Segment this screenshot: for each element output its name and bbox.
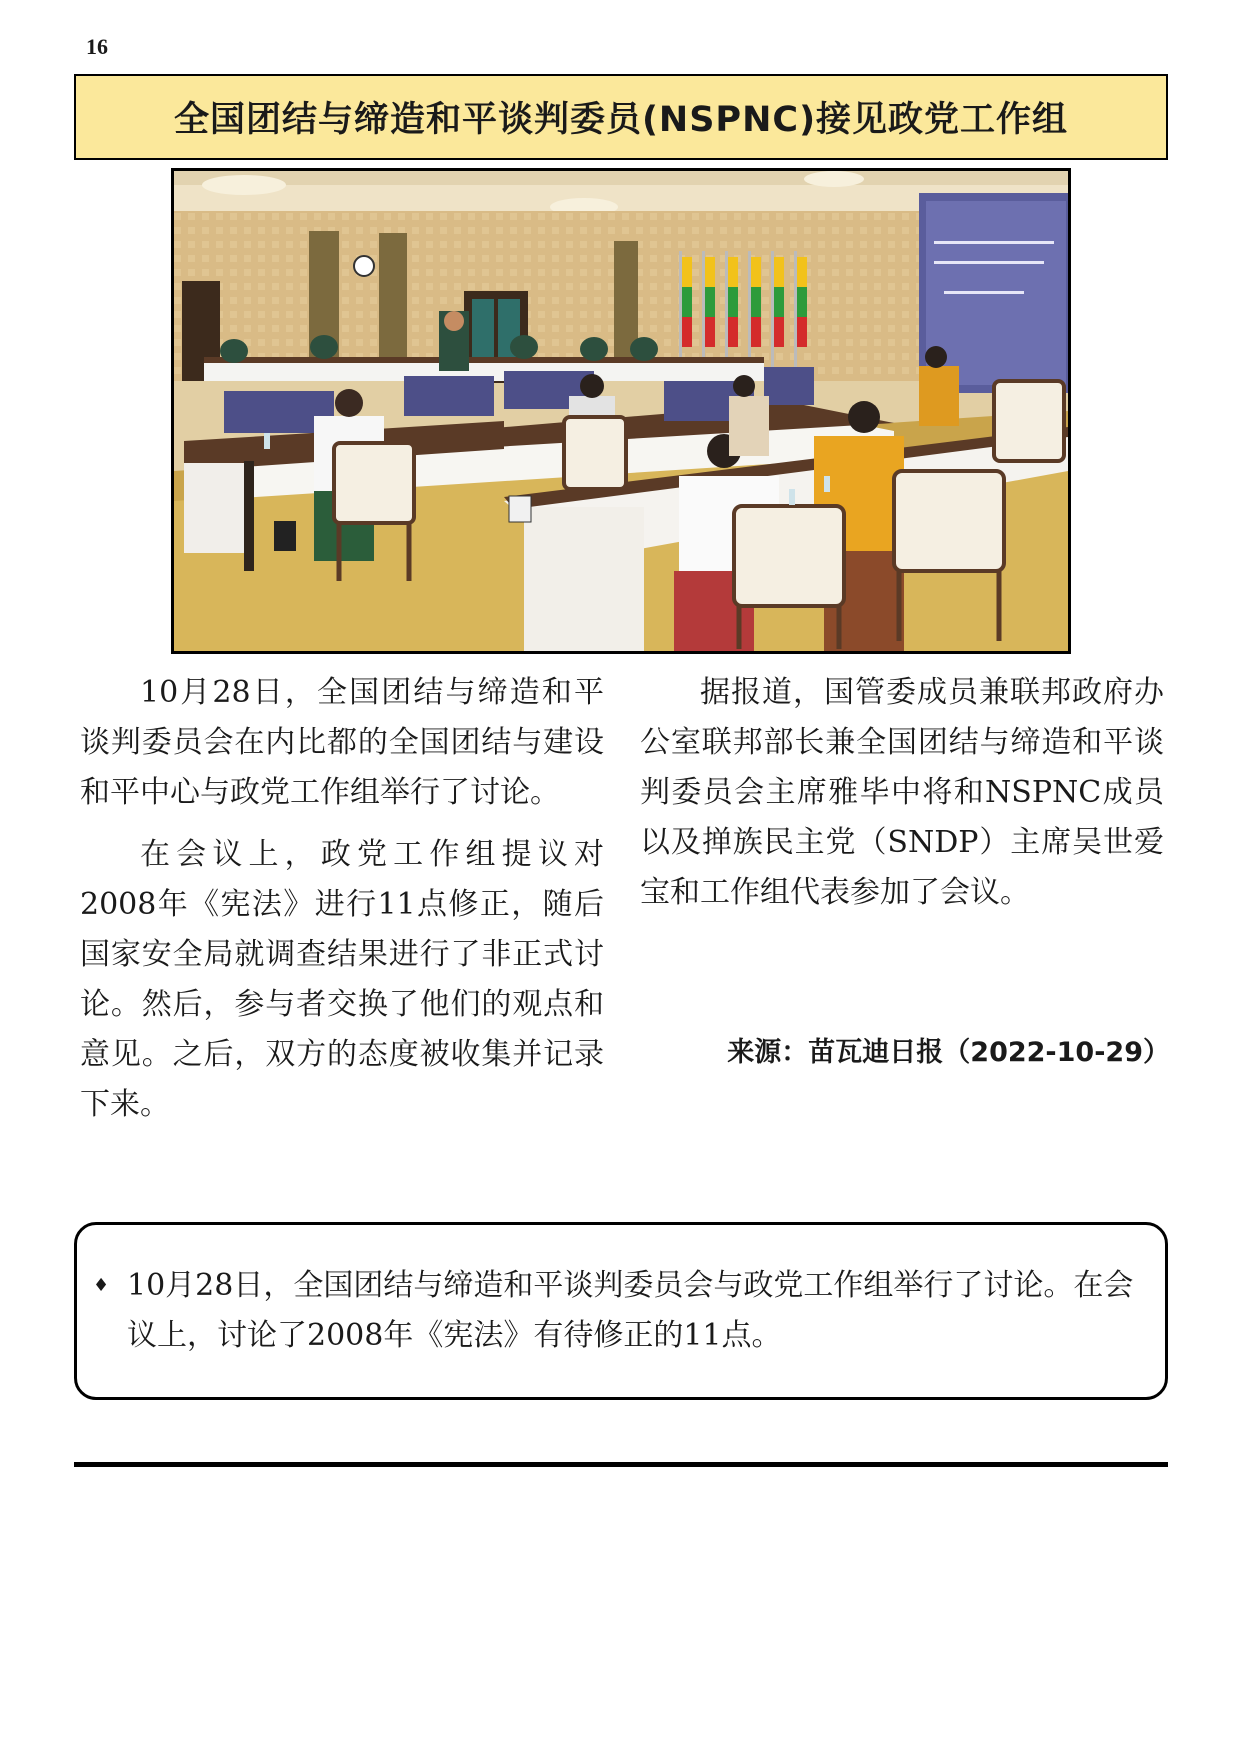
summary-box <box>74 1222 1168 1400</box>
source-citation: 来源：苗瓦迪日报（2022-10-29） <box>727 1037 1170 1068</box>
diamond-bullet-icon: ♦ <box>93 1275 110 1296</box>
article-paragraph: 10月28日，全国团结与缔造和平谈判委员会在内比都的全国团结与建设和平中心与政党工作组举行了讨论。 <box>80 675 604 810</box>
article-left-column <box>80 668 604 1130</box>
article-right-column <box>640 668 1164 918</box>
meeting-photo-illustration <box>174 171 1068 651</box>
meeting-photo <box>171 168 1071 654</box>
title-banner <box>74 74 1168 160</box>
article-paragraph: 在会议上，政党工作组提议对2008年《宪法》进行11点修正，随后国家安全局就调查结果进行了非正式讨论。然后，参与者交换了他们的观点和意见。之后，双方的态度被收集并记录下来。 <box>80 837 604 1122</box>
bottom-divider <box>74 1462 1168 1467</box>
summary-text: 10月28日，全国团结与缔造和平谈判委员会与政党工作组举行了讨论。在会议上，讨论了2008年《宪法》有待修正的11点。 <box>127 1268 1134 1353</box>
page-number: 16 <box>86 34 108 59</box>
article-paragraph: 据报道，国管委成员兼联邦政府办公室联邦部长兼全国团结与缔造和平谈判委员会主席雅毕中将和NSPNC成员以及掸族民主党（SNDP）主席吴世爱宝和工作组代表参加了会议。 <box>640 675 1164 910</box>
page-title: 全国团结与缔造和平谈判委员(NSPNC)接见政党工作组 <box>173 100 1069 140</box>
